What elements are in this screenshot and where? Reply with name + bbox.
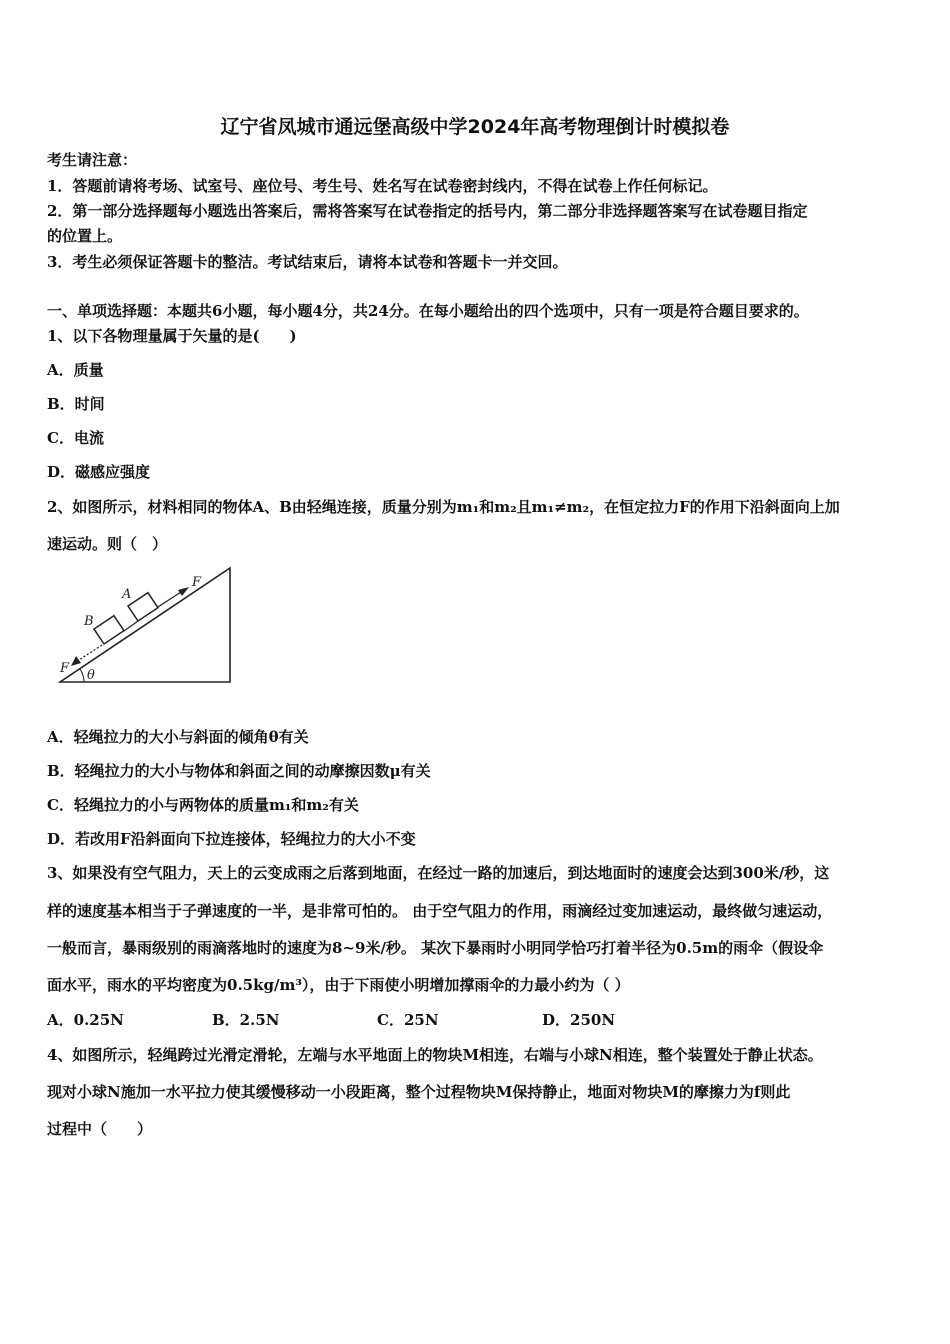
q4-stem-line: 现对小球N施加一水平拉力使其缓慢移动一小段距离，整个过程物块M保持静止，地面对物块M的摩擦力为f则此 [47, 1083, 791, 1101]
label-f-top: F [192, 575, 202, 590]
block-b [94, 616, 124, 644]
rope [124, 621, 138, 631]
q2-stem-line: 2、如图所示，材料相同的物体A、B由轻绳连接，质量分别为m₁和m₂且m₁≠m₂，在恒定拉力F的作用下沿斜面向上加 [47, 498, 840, 516]
q3-stem-line: 一般而言，暴雨级别的雨滴落地时的速度为8~9米/秒。 某次下暴雨时小明同学恰巧打着半径为0.5m的雨伞（假设伞 [47, 939, 824, 957]
notice-item: 3．考生必须保证答题卡的整洁。考试结束后，请将本试卷和答题卡一并交回。 [47, 253, 568, 271]
notice-heading: 考生请注意： [47, 151, 138, 169]
q3-option-d: D．250N [542, 1011, 616, 1029]
angle-arc [80, 669, 84, 682]
q3-stem-line: 样的速度基本相当于子弹速度的一半，是非常可怕的。 由于空气阻力的作用，雨滴经过变加速运动，最终做匀速运动， [47, 902, 833, 920]
notice-item: 的位置上。 [47, 227, 123, 245]
q2-option-c: C．轻绳拉力的小与两物体的质量m₁和m₂有关 [47, 796, 359, 814]
section-heading: 一、单项选择题：本题共6小题，每小题4分，共24分。在每小题给出的四个选项中，只有一项是符合题目要求的。 [47, 302, 809, 320]
q3-stem-line: 面水平，雨水的平均密度为0.5kg/m³），由于下雨使小明增加撑雨伞的力最小约为（ ） [47, 976, 630, 994]
q1-option-d: D．磁感应强度 [47, 463, 151, 481]
q2-option-d: D．若改用F沿斜面向下拉连接体，轻绳拉力的大小不变 [47, 830, 416, 848]
label-theta: θ [87, 668, 95, 683]
q1-stem: 1、以下各物理量属于矢量的是( ) [47, 327, 297, 345]
q4-stem-line: 4、如图所示，轻绳跨过光滑定滑轮，左端与水平地面上的物块M相连，右端与小球N相连，整个装置处于静止状态。 [47, 1046, 823, 1064]
label-a: A [122, 587, 132, 602]
q3-option-a: A．0.25N [47, 1011, 124, 1029]
q1-option-b: B．时间 [47, 395, 105, 413]
incline-diagram [54, 562, 234, 688]
q2-option-b: B．轻绳拉力的大小与物体和斜面之间的动摩擦因数μ有关 [47, 762, 431, 780]
q3-option-b: B．2.5N [212, 1011, 280, 1029]
q3-option-c: C．25N [377, 1011, 439, 1029]
label-f-bottom: F [60, 661, 70, 676]
notice-item: 1．答题前请将考场、试室号、座位号、考生号、姓名写在试卷密封线内，不得在试卷上作任何标记。 [47, 177, 718, 195]
label-b: B [84, 614, 94, 629]
force-arrow-up-head [178, 587, 189, 596]
q1-option-c: C．电流 [47, 429, 104, 447]
q2-stem-line: 速运动。则（ ） [47, 535, 168, 553]
q1-option-a: A．质量 [47, 361, 104, 379]
force-arrow-down [76, 645, 102, 662]
q2-option-a: A．轻绳拉力的大小与斜面的倾角θ有关 [47, 728, 309, 746]
notice-item: 2．第一部分选择题每小题选出答案后，需将答案写在试卷指定的括号内，第二部分非选择题答案写在试卷题目指定 [47, 202, 808, 220]
block-a [128, 593, 158, 621]
force-arrow-down-head [71, 656, 81, 666]
q4-stem-line: 过程中（ ） [47, 1120, 153, 1138]
page-title: 辽宁省凤城市通远堡高级中学2024年高考物理倒计时模拟卷 [220, 116, 730, 138]
q3-stem-line: 3、如果没有空气阻力，天上的云变成雨之后落到地面，在经过一路的加速后，到达地面时的速度会达到300米/秒，这 [47, 864, 830, 882]
